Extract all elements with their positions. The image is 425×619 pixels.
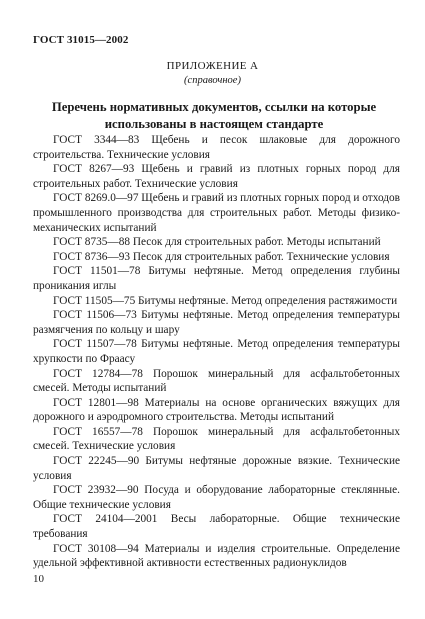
- reference-entry: ГОСТ 8267—93 Щебень и гравий из плотных горных пород для строительных работ. Технические условия: [33, 163, 400, 190]
- reference-entry: ГОСТ 12801—98 Материалы на основе органических вяжущих для дорожного и аэродромного строительства. Методы испытаний: [33, 396, 400, 424]
- appendix-note: (справочное): [184, 75, 241, 86]
- page-header: ГОСТ 31015—2002: [33, 34, 129, 46]
- reference-entry: ГОСТ 3344—83 Щебень и песок шлаковые для дорожного строительства. Технические условия: [33, 134, 400, 161]
- reference-entry: ГОСТ 11505—75 Битумы нефтяные. Метод определения растяжимости: [53, 294, 398, 307]
- page-number: 10: [33, 573, 44, 585]
- references-list: [33, 133, 400, 571]
- reference-entry: ГОСТ 11506—73 Битумы нефтяные. Метод определения температуры размягчения по кольцу и шару: [33, 309, 400, 336]
- reference-entry: ГОСТ 16557—78 Порошок минеральный для асфальтобетонных смесей. Технические условия: [33, 425, 400, 453]
- appendix-title: ПРИЛОЖЕНИЕ А: [166, 60, 259, 72]
- reference-entry: ГОСТ 12784—78 Порошок минеральный для асфальтобетонных смесей. Методы испытаний: [33, 367, 400, 395]
- reference-entry: ГОСТ 8269.0—97 Щебень и гравий из плотных горных пород и отходов промышленного производства для строительных работ. Методы физико-механических испытаний: [33, 192, 400, 234]
- reference-entry: ГОСТ 30108—94 Материалы и изделия строительные. Определение удельной эффективной активности естественных радионуклидов: [33, 542, 400, 570]
- reference-entry: ГОСТ 23932—90 Посуда и оборудование лабораторные стеклянные. Общие технические условия: [33, 484, 400, 511]
- reference-entry: ГОСТ 8736—93 Песок для строительных работ. Технические условия: [53, 250, 390, 263]
- reference-entry: ГОСТ 22245—90 Битумы нефтяные дорожные вязкие. Технические условия: [33, 455, 400, 482]
- reference-entry: ГОСТ 11501—78 Битумы нефтяные. Метод определения глубины проникания иглы: [33, 265, 400, 292]
- section-heading: Перечень нормативных документов, ссылки на которые использованы в настоящем стандарте: [51, 100, 377, 131]
- reference-entry: ГОСТ 24104—2001 Весы лабораторные. Общие технические требования: [33, 513, 400, 541]
- reference-entry: ГОСТ 11507—78 Битумы нефтяные. Метод определения температуры хрупкости по Фраасу: [33, 338, 400, 365]
- reference-entry: ГОСТ 8735—88 Песок для строительных работ. Методы испытаний: [53, 236, 381, 249]
